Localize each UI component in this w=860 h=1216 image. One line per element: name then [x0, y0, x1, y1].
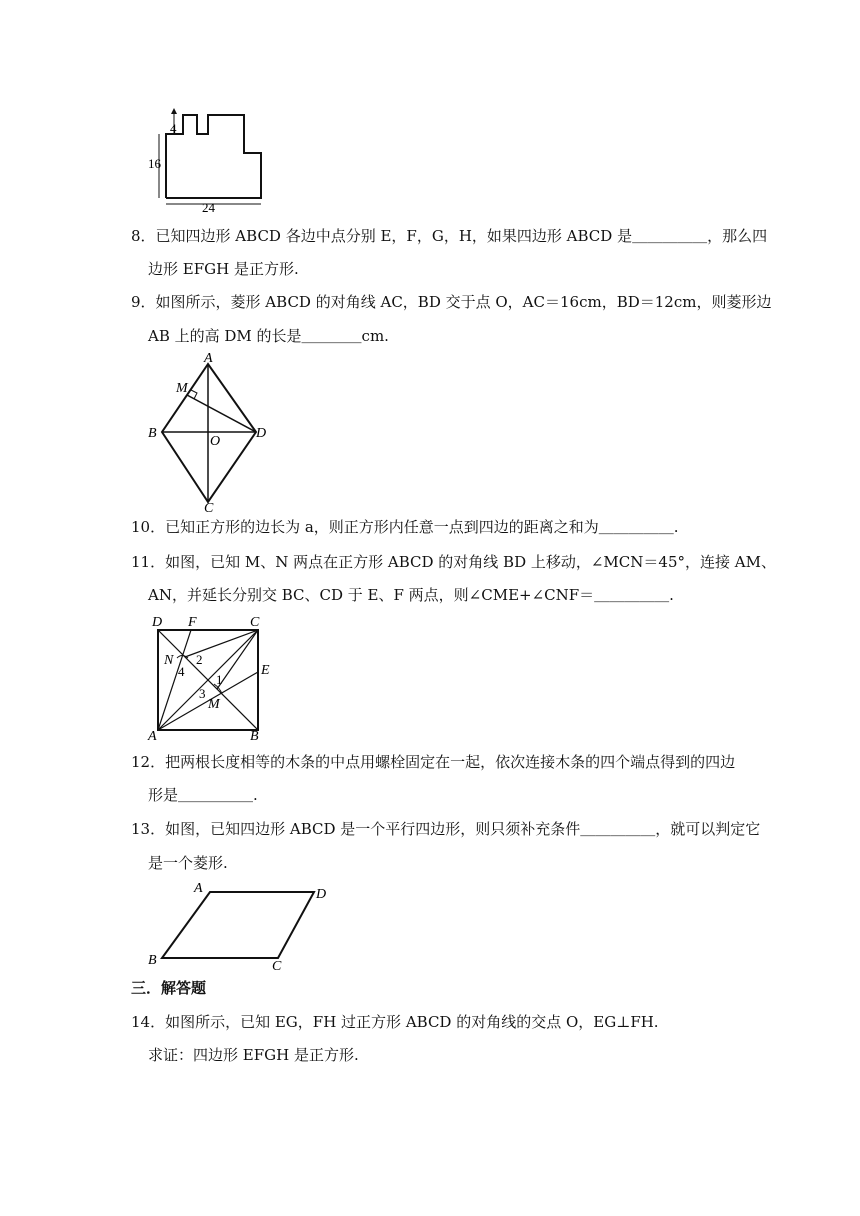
- q13-line1: 13．如图，已知四边形 ABCD 是一个平行四边形，则只须补充条件＿＿＿＿＿，就可以判定它: [131, 820, 761, 838]
- fig9-label-D: D: [256, 426, 267, 441]
- q14-line2: 求证：四边形 EFGH 是正方形.: [148, 1046, 359, 1064]
- figure-q13: [144, 878, 334, 970]
- fig11-label-B: B: [250, 729, 259, 742]
- figure-q7: [146, 106, 266, 214]
- q10-line1: 10．已知正方形的边长为 a，则正方形内任意一点到四边的距离之和为＿＿＿＿＿.: [131, 518, 679, 536]
- fig13-label-D: D: [316, 887, 327, 902]
- fig9-label-C: C: [204, 501, 214, 512]
- fig7-label-top: 4: [170, 121, 177, 136]
- fig13-parallelogram: [162, 892, 314, 958]
- fig9-label-O: O: [210, 434, 221, 449]
- fig9-label-A: A: [204, 351, 213, 366]
- fig13-label-C: C: [272, 959, 282, 970]
- q9-line2: AB 上的高 DM 的长是＿＿＿＿cm.: [148, 327, 389, 345]
- fig11-label-M: M: [208, 697, 220, 712]
- fig11-label-D: D: [152, 615, 163, 630]
- fig11-label-2: 2: [196, 652, 203, 667]
- fig7-outline: [166, 115, 261, 198]
- fig11-label-C: C: [250, 615, 260, 630]
- q14-line1: 14．如图所示，已知 EG，FH 过正方形 ABCD 的对角线的交点 O，EG⊥FH.: [131, 1013, 659, 1031]
- fig9-label-B: B: [148, 426, 157, 441]
- figure-q11: [144, 612, 274, 742]
- figure-q9: [144, 350, 274, 512]
- q12-line1: 12．把两根长度相等的木条的中点用螺栓固定在一起，依次连接木条的四个端点得到的四边: [131, 753, 736, 771]
- fig7-label-left: 16: [148, 156, 161, 171]
- fig11-label-4: 4: [178, 664, 185, 679]
- fig11-label-N: N: [164, 653, 174, 668]
- fig11-label-F: F: [188, 615, 197, 630]
- fig11-label-E: E: [261, 663, 270, 678]
- q13-line2: 是一个菱形.: [148, 854, 228, 872]
- fig11-label-3: 3: [199, 686, 206, 701]
- q8-line2: 边形 EFGH 是正方形.: [148, 260, 299, 278]
- fig11-label-1: 1: [216, 672, 223, 687]
- fig7-label-bottom: 24: [202, 200, 215, 214]
- q12-line2: 形是＿＿＿＿＿.: [148, 786, 258, 804]
- fig13-label-B: B: [148, 953, 157, 968]
- q9-line1: 9．如图所示，菱形 ABCD 的对角线 AC，BD 交于点 O，AC＝16cm，BD＝12cm，则菱形边: [131, 293, 772, 311]
- fig11-label-A: A: [148, 729, 157, 742]
- fig9-label-M: M: [176, 381, 188, 396]
- q11-line1: 11．如图，已知 M、N 两点在正方形 ABCD 的对角线 BD 上移动，∠MCN＝45°，连接 AM、: [131, 553, 776, 571]
- section-title: 三．解答题: [131, 979, 207, 997]
- q11-line2: AN，并延长分别交 BC、CD 于 E、F 两点，则∠CME+∠CNF＝＿＿＿＿＿.: [148, 586, 674, 604]
- fig13-label-A: A: [194, 881, 203, 896]
- q8-line1: 8．已知四边形 ABCD 各边中点分别 E，F，G，H，如果四边形 ABCD 是＿＿＿＿＿，那么四: [131, 227, 768, 245]
